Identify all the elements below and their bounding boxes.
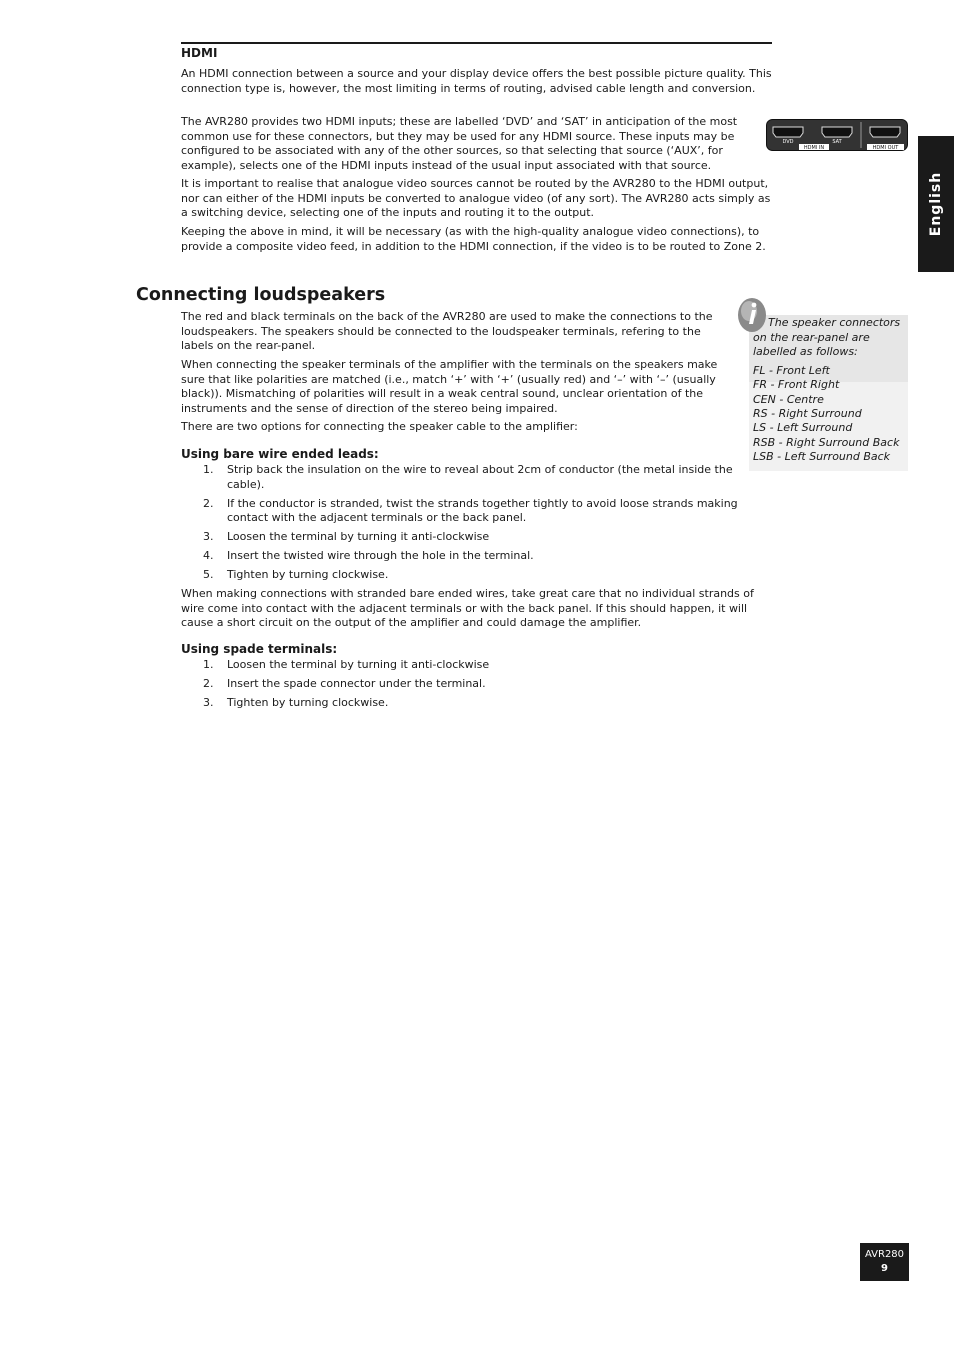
list-item: 2. Insert the spade connector under the terminal. bbox=[203, 677, 486, 690]
note-label-cen: CEN - Centre bbox=[753, 393, 824, 406]
note-label-rsb: RSB - Right Surround Back bbox=[753, 436, 900, 449]
language-tab-label: English bbox=[928, 171, 944, 237]
hdmi-paragraph-4: Keeping the above in mind, it will be necessary (as with the high-quality analogue video connections), to provide a composite video feed, in addition to the HDMI connection, if the video is to be routed to Zone 2. bbox=[181, 225, 766, 253]
bare-wire-heading: Using bare wire ended leads: bbox=[181, 447, 379, 461]
panel-label-hdmi-in: HDMI IN bbox=[803, 145, 825, 151]
bare-wire-steps bbox=[181, 463, 753, 587]
spade-step-1: Loosen the terminal by turning it anti-clockwise bbox=[227, 658, 490, 671]
loudspeakers-intro-2: When connecting the speaker terminals of the amplifier with the terminals on the speakers make sure that like polarities are matched (i.e., match ‘+’ with ‘+’ (usually red) and ‘–’ with ‘–’ (usually black)). Mismatching of polarities will result in a weak central sound, unclear orientation of the instruments and the sense of direction of the stereo being impaired. bbox=[181, 358, 718, 415]
panel-label-hdmi-out: HDMI OUT bbox=[872, 145, 899, 151]
note-label-rs: RS - Right Surround bbox=[753, 407, 862, 420]
list-item: 1. Loosen the terminal by turning it anti-clockwise bbox=[203, 658, 490, 671]
panel-label-dvd: DVD bbox=[782, 139, 794, 145]
list-item: 2. If the conductor is stranded, twist the strands together tightly to avoid loose strands making contact with the adjacent terminals or the back panel. bbox=[203, 496, 738, 524]
hdmi-panel-illustration bbox=[766, 119, 908, 151]
bare-wire-step-2: If the conductor is stranded, twist the strands together tightly to avoid loose strands making contact with the adjacent terminals or the back panel. bbox=[227, 496, 738, 524]
section-rule bbox=[181, 42, 772, 44]
list-item: 4. Insert the twisted wire through the hole in the terminal. bbox=[203, 549, 534, 562]
hdmi-port-sat bbox=[822, 127, 852, 137]
note-label-fl: FL - Front Left bbox=[753, 364, 830, 377]
hdmi-port-out bbox=[870, 127, 900, 137]
hdmi-paragraph-3: It is important to realise that analogue video sources cannot be routed by the AVR280 to the HDMI output, nor can either of the HDMI inputs be converted to analogue video (of any sort). The AVR280 acts simply as a switching device, selecting one of the inputs and routing it to the output. bbox=[181, 177, 771, 219]
list-item: 3. Tighten by turning clockwise. bbox=[203, 696, 389, 709]
bare-wire-step-5: Tighten by turning clockwise. bbox=[227, 568, 389, 581]
hdmi-port-dvd bbox=[773, 127, 803, 137]
list-item: 3. Loosen the terminal by turning it anti-clockwise bbox=[203, 530, 490, 543]
note-label-fr: FR - Front Right bbox=[753, 378, 840, 391]
note-intro: The speaker connectors on the rear-panel are labelled as follows: bbox=[753, 316, 901, 358]
page-title: Connecting loudspeakers bbox=[136, 285, 386, 305]
spade-step-2: Insert the spade connector under the terminal. bbox=[227, 677, 486, 690]
spade-steps bbox=[181, 658, 753, 715]
list-item: 1. Strip back the insulation on the wire to reveal about 2cm of conductor (the metal inside the cable). bbox=[203, 463, 733, 491]
loudspeakers-intro-1: The red and black terminals on the back of the AVR280 are used to make the connections to the loudspeakers. The speakers should be connected to the loudspeaker terminals, refering to the labels on the rear-panel. bbox=[181, 310, 713, 352]
hdmi-heading: HDMI bbox=[181, 46, 218, 60]
list-item: 5. Tighten by turning clockwise. bbox=[203, 568, 389, 581]
spade-step-3: Tighten by turning clockwise. bbox=[227, 696, 389, 709]
bare-wire-warning: When making connections with stranded bare ended wires, take great care that no individual strands of wire come into contact with the adjacent terminals or with the back panel. If this should happen, it will cause a short circuit on the output of the amplifier and could damage the amplifier. bbox=[181, 587, 754, 629]
spade-heading: Using spade terminals: bbox=[181, 642, 338, 656]
page-number: 9 bbox=[881, 1263, 888, 1274]
bare-wire-step-3: Loosen the terminal by turning it anti-clockwise bbox=[227, 530, 490, 543]
page-number-box bbox=[860, 1243, 909, 1281]
bare-wire-step-4: Insert the twisted wire through the hole in the terminal. bbox=[227, 549, 534, 562]
note-label-lsb: LSB - Left Surround Back bbox=[753, 450, 891, 463]
language-tab bbox=[918, 136, 954, 272]
bare-wire-step-1: Strip back the insulation on the wire to reveal about 2cm of conductor (the metal inside the cable). bbox=[227, 463, 733, 491]
hdmi-paragraph-1: An HDMI connection between a source and your display device offers the best possible picture quality. This connection type is, however, the most limiting in terms of routing, advised cable length and conversion. bbox=[181, 67, 772, 95]
note-label-ls: LS - Left Surround bbox=[753, 421, 853, 434]
footer-model: AVR280 bbox=[864, 1249, 905, 1260]
hdmi-paragraph-2: The AVR280 provides two HDMI inputs; these are labelled ‘DVD’ and ‘SAT’ in anticipation of the most common use for these connectors, but they may be used for any HDMI source. These inputs may be configured to be associated with any of the other sources, so that selecting that source (‘AUX’, for example), selects one of the HDMI inputs instead of the usual input associated with that source. bbox=[181, 115, 738, 172]
panel-label-sat: SAT bbox=[832, 139, 842, 145]
loudspeakers-intro-3: There are two options for connecting the speaker cable to the amplifier: bbox=[181, 420, 578, 433]
